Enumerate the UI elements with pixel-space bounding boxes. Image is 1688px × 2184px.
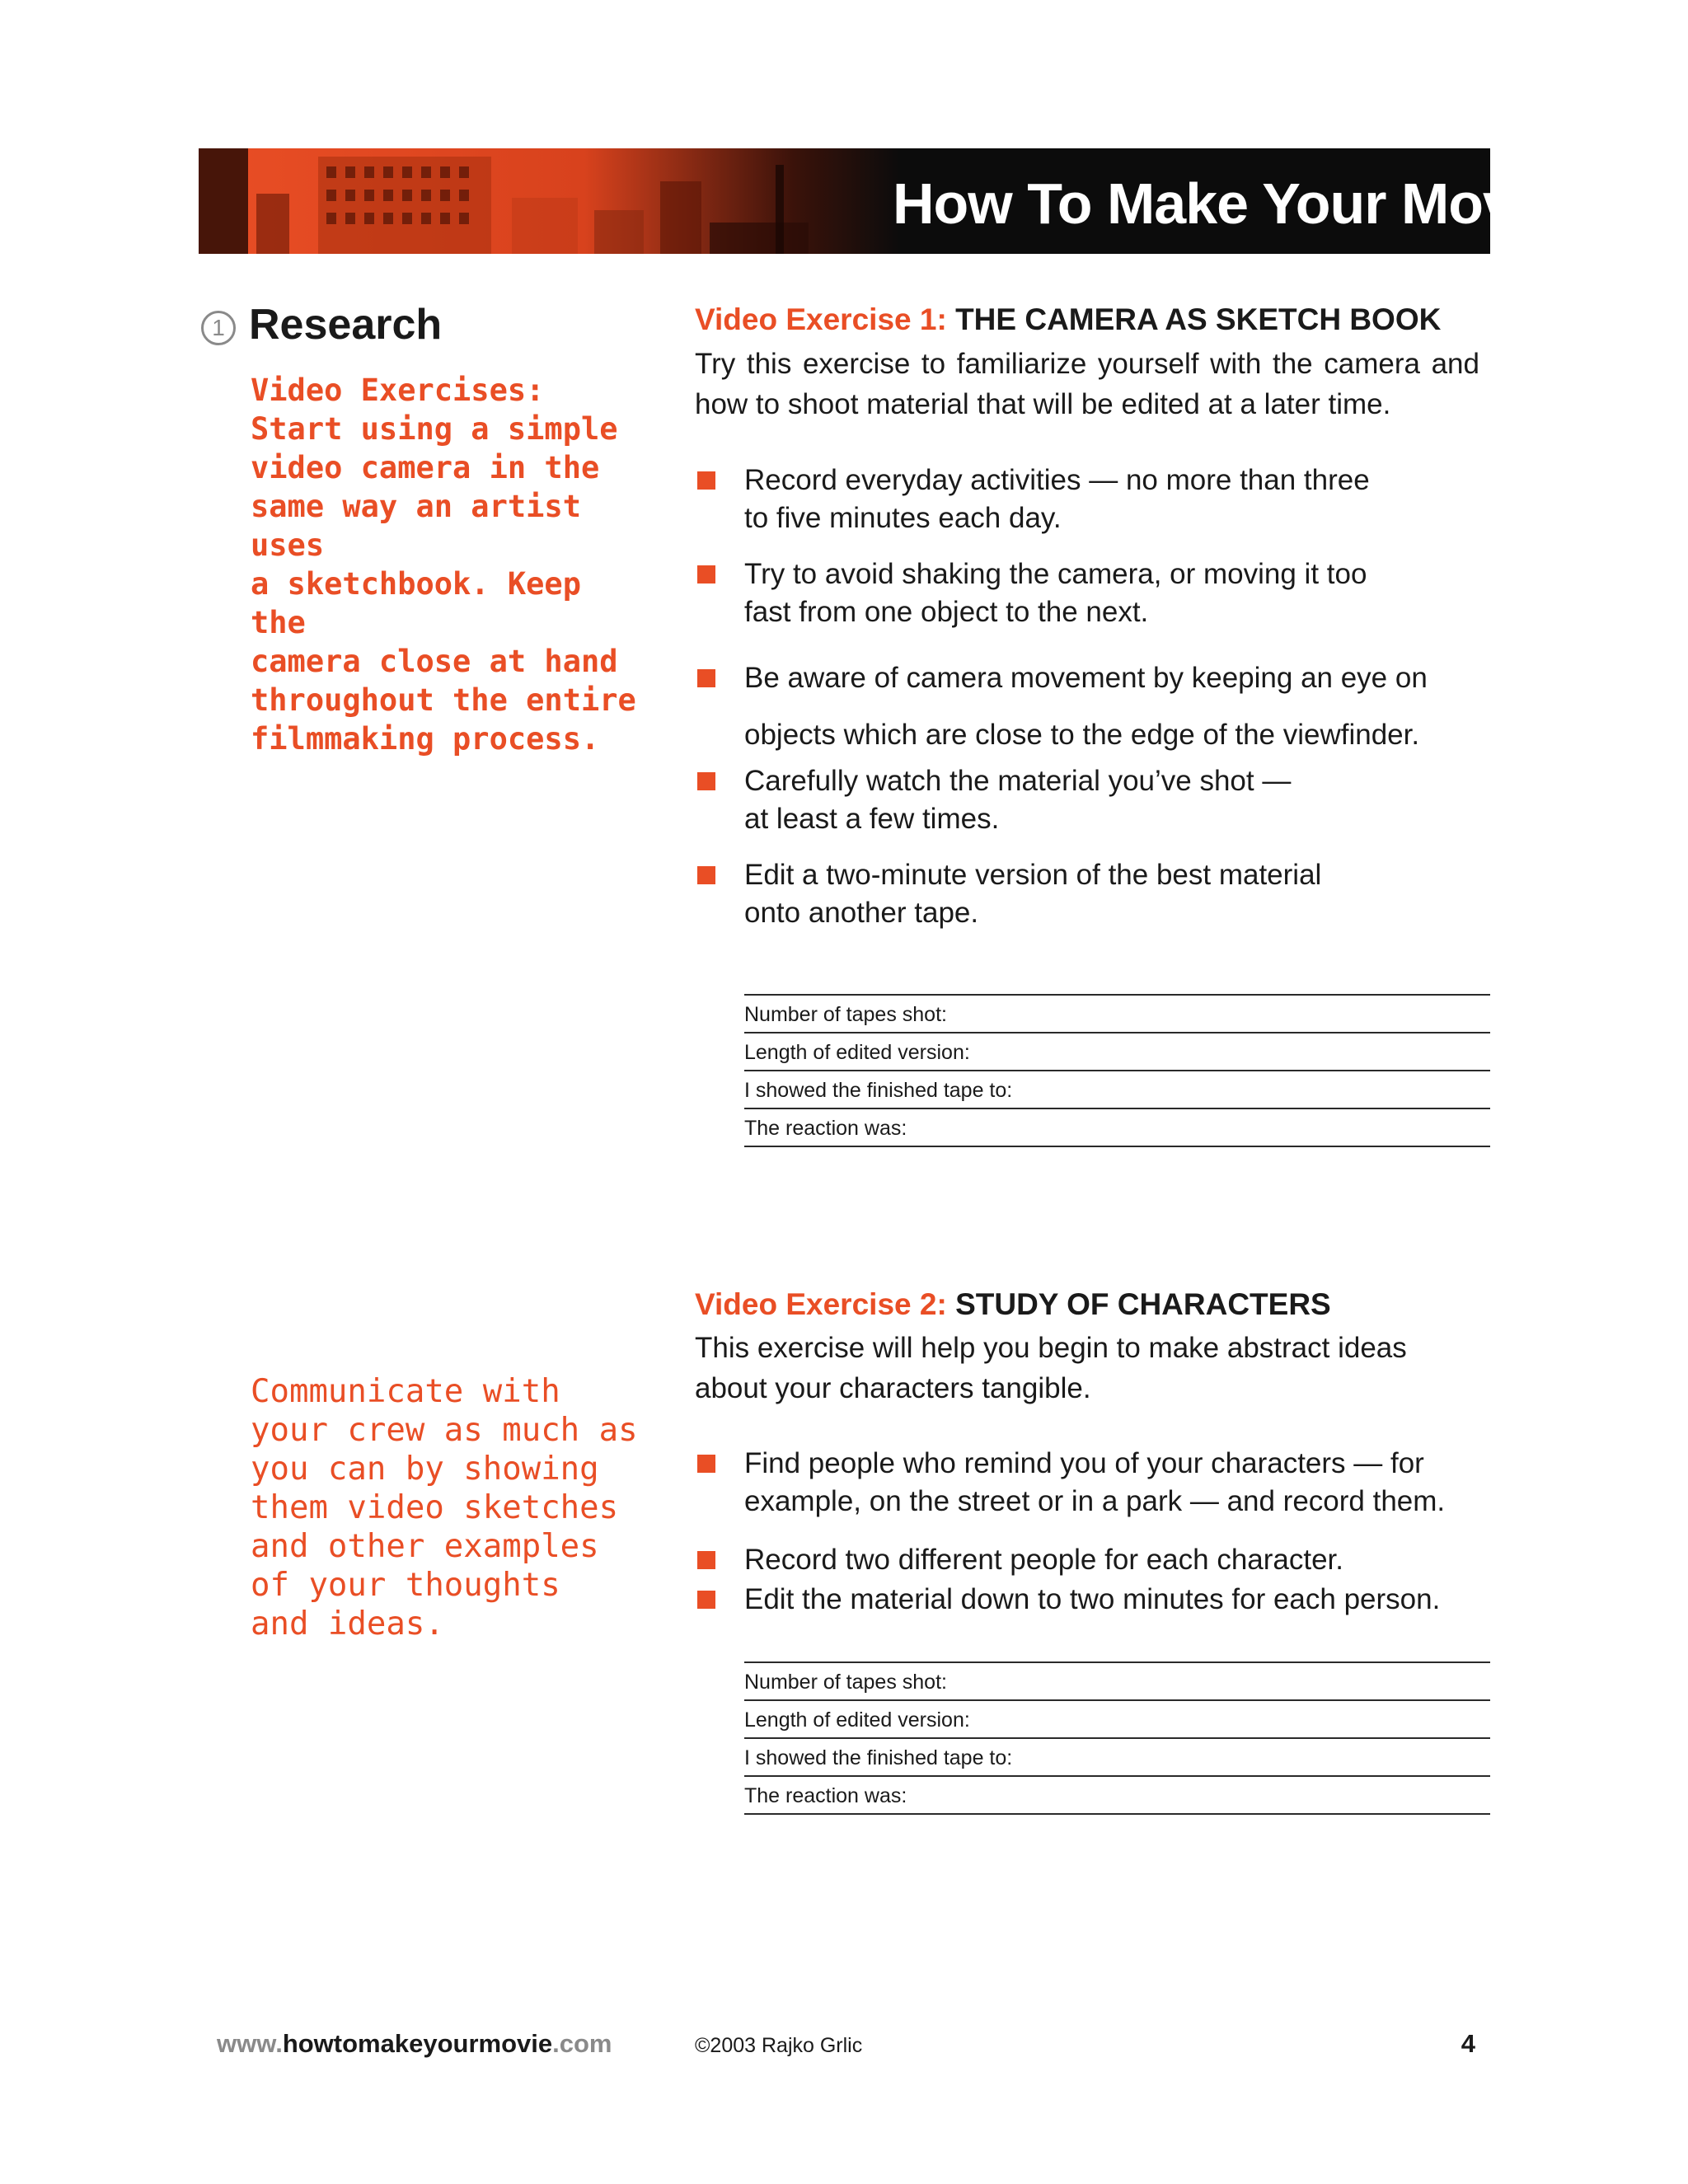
form-line-edited-length[interactable]: Length of edited version: (744, 1699, 1490, 1737)
page-number: 4 (1461, 2029, 1475, 2058)
exercise1-bullet-list (695, 762, 1494, 838)
bullet-text: Try to avoid shaking the camera, or moving it too fast from one object to the next. (744, 558, 1367, 628)
header-banner (199, 148, 1561, 254)
bullet-square-icon (697, 1591, 715, 1609)
exercise2-bullet-list (695, 1541, 1494, 1579)
list-item (695, 856, 1552, 932)
bullet-text: Edit the material down to two minutes for each person. (744, 1583, 1441, 1615)
exercise1-bullet-list (695, 462, 1494, 537)
bullet-square-icon (697, 669, 715, 687)
form-line-tapes-shot[interactable]: Number of tapes shot: (744, 1661, 1490, 1699)
exercise2-bullet-list (695, 1581, 1494, 1619)
bullet-square-icon (697, 471, 715, 490)
section-title: Research (249, 301, 443, 349)
exercise2-title: STUDY OF CHARACTERS (955, 1287, 1331, 1321)
form-line-showed-to[interactable]: I showed the finished tape to: (744, 1070, 1490, 1108)
bullet-text: Record two different people for each character. (744, 1544, 1344, 1576)
list-item (695, 762, 1552, 838)
list-item (695, 1445, 1552, 1521)
bullet-square-icon (697, 772, 715, 790)
exercise1-heading (695, 302, 1441, 337)
exercise1-label: Video Exercise 1: (695, 302, 947, 336)
list-item (695, 1581, 1552, 1619)
exercise1-record-form (744, 994, 1490, 1147)
exercise2-heading (695, 1287, 1331, 1322)
communicate-quote: Communicate with your crew as much as you can by showing them video sketches and other examples of your thoughts and ideas. (251, 1373, 638, 1643)
exercise2-record-form (744, 1661, 1490, 1815)
list-item (695, 1541, 1552, 1579)
form-line-edited-length[interactable]: Length of edited version: (744, 1032, 1490, 1070)
section-number-badge: 1 (201, 311, 236, 345)
bullet-square-icon (697, 565, 715, 583)
video-exercises-note: Video Exercises: Start using a simple video camera in the same way an artist uses a sketchbook. Keep the camera close at hand throughout the entire filmmaking process. (251, 373, 636, 757)
bullet-text: Find people who remind you of your characters — for example, on the street or in a park — and record them. (744, 1447, 1446, 1517)
url-suffix: .com (552, 2029, 612, 2058)
banner-title: How To Make Your Movie (893, 171, 1561, 236)
city-photo-image (199, 148, 899, 254)
footer-website-link[interactable] (217, 2029, 612, 2059)
url-domain: howtomakeyourmovie (282, 2029, 553, 2058)
bullet-square-icon (697, 866, 715, 884)
bullet-square-icon (697, 1455, 715, 1473)
exercise1-bullet-list (695, 649, 1494, 763)
exercise1-title: THE CAMERA AS SKETCH BOOK (955, 302, 1442, 336)
exercise1-bullet-list (695, 555, 1494, 631)
list-item (695, 649, 1552, 763)
form-line-reaction[interactable]: The reaction was: (744, 1775, 1490, 1815)
exercise2-intro: This exercise will help you begin to make abstract ideas about your characters tangible. (695, 1332, 1407, 1404)
footer-copyright: ©2003 Rajko Grlic (695, 2034, 863, 2057)
exercise2-bullet-list (695, 1445, 1494, 1521)
form-line-tapes-shot[interactable]: Number of tapes shot: (744, 994, 1490, 1032)
url-prefix: www. (217, 2029, 283, 2058)
form-line-reaction[interactable]: The reaction was: (744, 1108, 1490, 1147)
form-line-showed-to[interactable]: I showed the finished tape to: (744, 1737, 1490, 1775)
exercise2-label: Video Exercise 2: (695, 1287, 947, 1321)
bullet-text: Record everyday activities — no more than three to five minutes each day. (744, 464, 1370, 534)
bullet-text: Carefully watch the material you’ve shot — at least a few times. (744, 765, 1292, 835)
exercise1-bullet-list (695, 856, 1494, 932)
bullet-text: Edit a two-minute version of the best material onto another tape. (744, 859, 1322, 929)
list-item (695, 555, 1552, 631)
exercise1-intro: Try this exercise to familiarize yourself with the camera and how to shoot material that will be edited at a later time. (695, 348, 1479, 420)
list-item (695, 462, 1552, 537)
bullet-square-icon (697, 1551, 715, 1569)
bullet-text: Be aware of camera movement by keeping an eye on objects which are close to the edge of the viewfinder. (744, 662, 1428, 751)
